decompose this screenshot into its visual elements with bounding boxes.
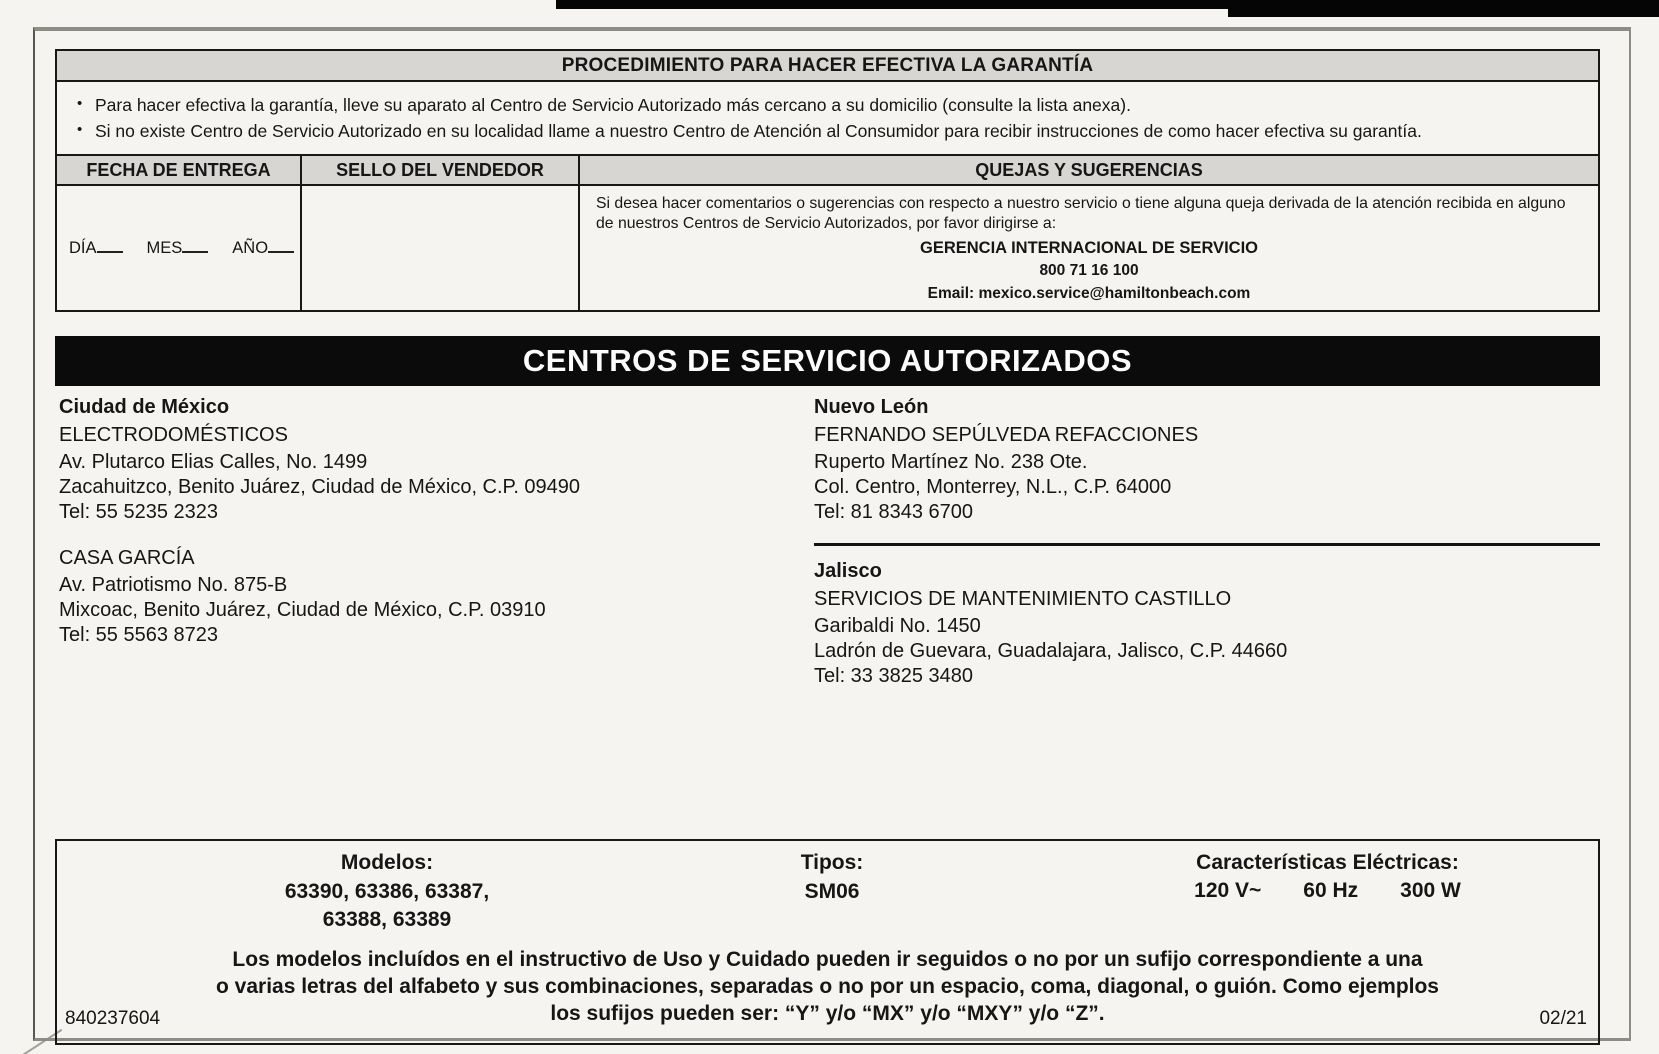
scan-artifact-strip [1228, 0, 1659, 17]
center-name: FERNANDO SEPÚLVEDA REFACCIONES [814, 424, 1199, 446]
electrical-column [947, 851, 1598, 934]
registration-table [55, 154, 1600, 312]
center-address-line: Av. Plutarco Elias Calles, No. 1499 [59, 451, 368, 473]
center-address-line: Av. Patriotismo No. 875-B [59, 574, 288, 596]
service-management-name: GERENCIA INTERNACIONAL DE SERVICIO [920, 239, 1258, 257]
seller-stamp-cell [302, 186, 580, 310]
column-divider-line [814, 543, 1600, 546]
delivery-date-cell [57, 186, 302, 310]
complaints-cell [580, 186, 1598, 310]
service-center-jalisco [814, 560, 1600, 689]
header-fecha-de-entrega: FECHA DE ENTREGA [57, 156, 302, 186]
ano-field [232, 239, 294, 258]
mes-label: MES [146, 238, 183, 257]
complaints-intro: Si desea hacer comentarios o sugerencias con respecto a nuestro servicio o tiene alguna queja derivada de la atención recibida en alguno de nuestros Centros de Servicio Autorizados, por favor dirigirse a: [596, 195, 1566, 232]
mes-blank-line [182, 240, 208, 253]
page-border-frame [33, 27, 1631, 1041]
header-quejas-y-sugerencias: QUEJAS Y SUGERENCIAS [580, 156, 1598, 186]
models-spec-row [57, 851, 1598, 934]
models-column [57, 851, 717, 934]
table-body-row [57, 186, 1598, 310]
voltage-value: 120 V~ [1194, 879, 1262, 902]
center-address-line: Ladrón de Guevara, Guadalajara, Jalisco, C.P. 44660 [814, 640, 1288, 662]
service-email: Email: mexico.service@hamiltonbeach.com [927, 285, 1251, 302]
ano-blank-line [268, 240, 294, 253]
types-column [717, 851, 947, 934]
document-code: 840237604 [65, 1008, 161, 1029]
procedure-bullet-2-text: Si no existe Centro de Servicio Autorizado en su localidad llame a nuestro Centro de Atención al Consumidor para recibir instrucciones de como hacer efectiva su garantía. [95, 121, 1422, 141]
service-center-cdmx-1 [59, 396, 800, 525]
suffix-note-line: Los modelos incluídos en el instructivo de Uso y Cuidado pueden ir seguidos o no por un sufijo correspondiente a una [232, 948, 1423, 971]
modelos-label: Modelos: [340, 851, 434, 874]
service-center-nuevo-leon [814, 396, 1600, 525]
procedure-section [55, 49, 1600, 156]
center-phone: Tel: 33 3825 3480 [814, 665, 974, 687]
modelos-line: 63388, 63389 [322, 908, 452, 931]
frequency-value: 60 Hz [1303, 879, 1359, 902]
bullet-icon: • [77, 121, 83, 138]
center-address-line: Col. Centro, Monterrey, N.L., C.P. 64000 [814, 476, 1172, 498]
service-centers-section [55, 396, 1600, 689]
modelos-line: 63390, 63386, 63387, [284, 880, 490, 903]
procedure-body [57, 82, 1598, 154]
center-name: SERVICIOS DE MANTENIMIENTO CASTILLO [814, 588, 1232, 610]
ano-label: AÑO [232, 238, 269, 257]
center-phone: Tel: 55 5563 8723 [59, 624, 219, 646]
service-centers-banner: CENTROS DE SERVICIO AUTORIZADOS [55, 336, 1600, 386]
procedure-bullet-1 [71, 93, 1586, 117]
header-sello-del-vendedor: SELLO DEL VENDEDOR [302, 156, 580, 186]
dia-blank-line [97, 240, 123, 253]
center-address-line: Mixcoac, Benito Juárez, Ciudad de México, C.P. 03910 [59, 599, 546, 621]
electricas-label: Características Eléctricas: [1196, 851, 1459, 874]
region-title: Ciudad de México [59, 396, 230, 418]
table-header-row [57, 156, 1598, 186]
center-address-line: Zacahuitzco, Benito Juárez, Ciudad de México, C.P. 09490 [59, 476, 581, 498]
center-phone: Tel: 81 8343 6700 [814, 501, 974, 523]
page-footer [65, 1008, 1587, 1030]
service-centers-right-column [800, 396, 1600, 689]
wattage-value: 300 W [1400, 879, 1461, 902]
center-address-line: Garibaldi No. 1450 [814, 615, 981, 637]
revision-date: 02/21 [1539, 1008, 1587, 1029]
dia-label: DÍA [69, 238, 97, 257]
suffix-note-line: o varias letras del alfabeto y sus combinaciones, separadas o no por un espacio, coma, diagonal, o guión. Como ejemplos [216, 975, 1439, 998]
procedure-bullet-2 [71, 119, 1586, 143]
procedure-title: PROCEDIMIENTO PARA HACER EFECTIVA LA GARANTÍA [57, 51, 1598, 82]
bullet-icon: • [77, 95, 83, 112]
center-address-line: Ruperto Martínez No. 238 Ote. [814, 451, 1088, 473]
center-name: ELECTRODOMÉSTICOS [59, 424, 288, 446]
service-phone: 800 71 16 100 [1039, 262, 1139, 279]
mes-field [147, 239, 209, 258]
scan-artifact-strip [556, 0, 1246, 9]
service-center-cdmx-2 [59, 547, 800, 648]
region-title: Nuevo León [814, 396, 929, 418]
dia-field [69, 239, 123, 258]
tipos-label: Tipos: [800, 851, 864, 874]
service-centers-left-column [55, 396, 800, 689]
procedure-bullet-1-text: Para hacer efectiva la garantía, lleve su aparato al Centro de Servicio Autorizado más cercano a su domicilio (consulte la lista anexa). [95, 95, 1131, 115]
center-name: CASA GARCÍA [59, 547, 195, 569]
suffix-note-line: los sufijos pueden ser: “Y” y/o “MX” y/o “MXY” y/o “Z”. [550, 1002, 1105, 1025]
tipos-value: SM06 [804, 880, 860, 903]
center-phone: Tel: 55 5235 2323 [59, 501, 219, 523]
region-title: Jalisco [814, 560, 882, 582]
electricas-values [1057, 879, 1598, 903]
